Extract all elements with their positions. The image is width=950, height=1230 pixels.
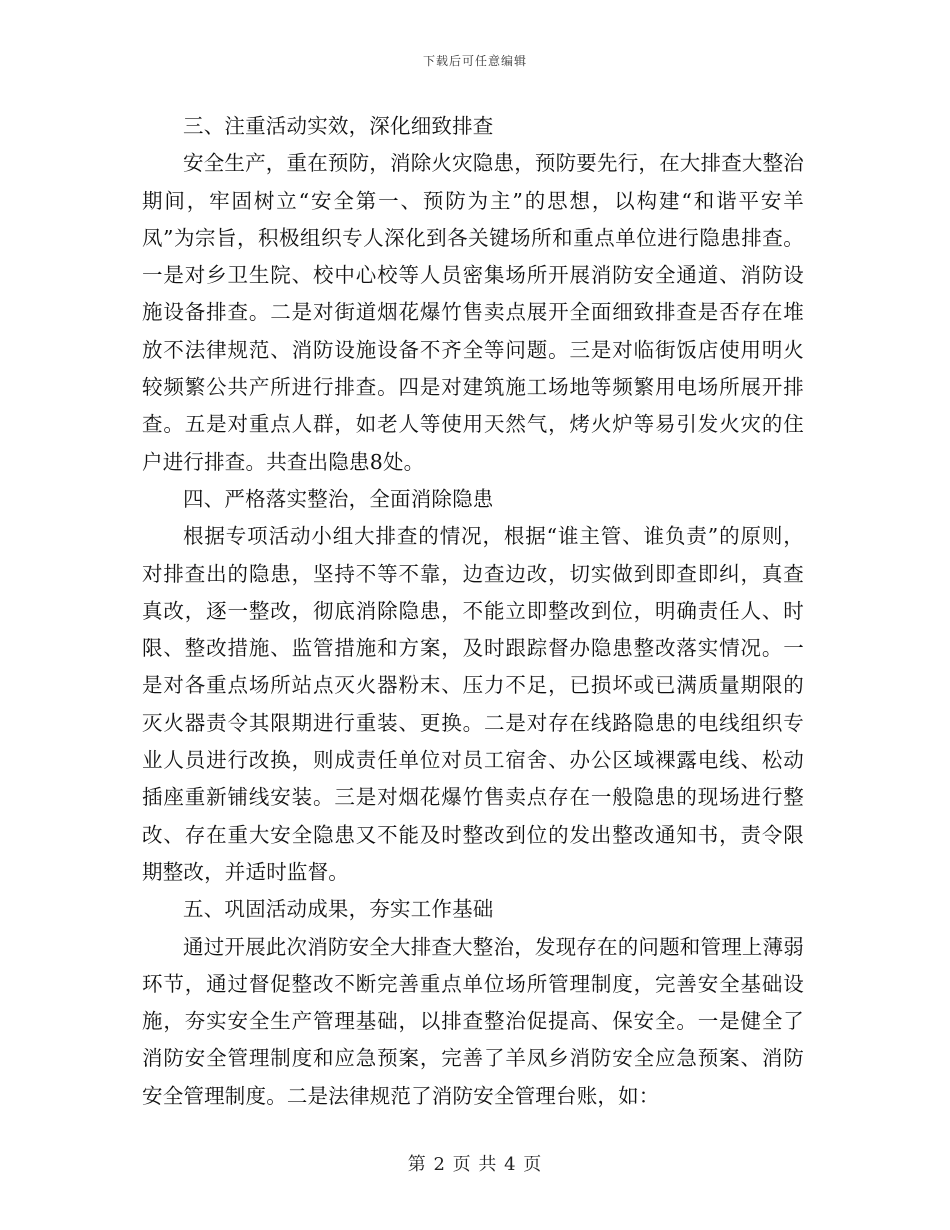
section-heading-5: 五、巩固活动成果，夯实工作基础 <box>183 897 494 922</box>
page-number-footer: 第 2 页 共 4 页 <box>407 1154 543 1175</box>
section-paragraph-5: 通过开展此次消防安全大排查大整治，发现存在的问题和管理上薄弱环节，通过督促整改不断完善重点单位场所管理制度，完善安全基础设施，夯实安全生产管理基础，以排查整治促提高、保安全。一是健全了消防安全管理制度和应急预案，完善了羊凤乡消防安全应急预案、消防安全管理制度。二是法律规范了消防安全管理台账，如： <box>142 934 804 1108</box>
document-body <box>142 108 804 1115</box>
section-heading-4: 四、严格落实整治，全面消除隐患 <box>183 486 494 511</box>
section-paragraph-4: 根据专项活动小组大排查的情况，根据“谁主管、谁负责”的原则，对排查出的隐患，坚持不等不靠，边查边改，切实做到即查即纠，真查真改，逐一整改，彻底消除隐患，不能立即整改到位，明确责任人、时限、整改措施、监管措施和方案，及时跟踪督办隐患整改落实情况。一是对各重点场所站点灭火器粉末、压力不足，已损坏或已满质量期限的灭火器责令其限期进行重装、更换。二是对存在线路隐患的电线组织专业人员进行改换，则成责任单位对员工宿舍、办公区域裸露电线、松动插座重新铺线安装。三是对烟花爆竹售卖点存在一般隐患的现场进行整改、存在重大安全隐患又不能及时整改到位的发出整改通知书，责令限期整改，并适时监督。 <box>142 524 804 884</box>
header-note: 下载后可任意编辑 <box>422 54 527 68</box>
section-paragraph-3: 安全生产，重在预防，消除火灾隐患，预防要先行，在大排查大整治期间，牢固树立“安全第一、预防为主”的思想，以构建“和谐平安羊凤”为宗旨，积极组织专人深化到各关键场所和重点单位进行隐患排查。一是对乡卫生院、校中心校等人员密集场所开展消防安全通道、消防设施设备排查。二是对街道烟花爆竹售卖点展开全面细致排查是否存在堆放不法律规范、消防设施设备不齐全等问题。三是对临街饭店使用明火较频繁公共产所进行排查。四是对建筑施工场地等频繁用电场所展开排查。五是对重点人群，如老人等使用天然气，烤火炉等易引发火灾的住户进行排查。共查出隐患8处。 <box>142 151 804 474</box>
section-heading-3: 三、注重活动实效，深化细致排查 <box>183 114 494 138</box>
